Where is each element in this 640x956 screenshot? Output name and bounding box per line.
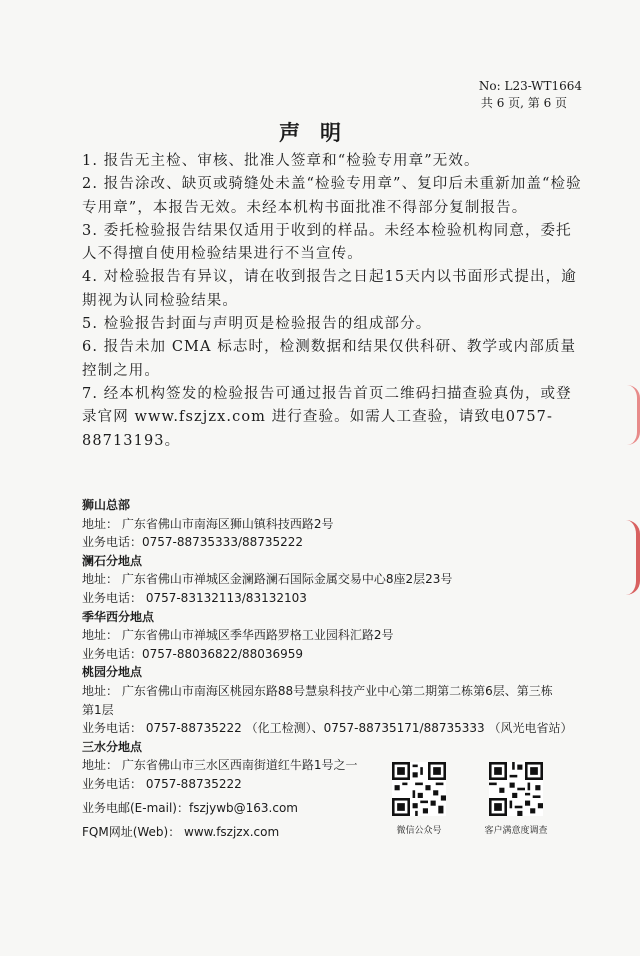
branch-name: 季华西分地点 xyxy=(82,609,155,624)
website-link[interactable]: FQM网址(Web)： www.fszjzx.com xyxy=(82,825,280,839)
clause-item: 7. 经本机构签发的检验报告可通过报告首页二维码扫描查验真伪，或登录官网 www.fszjzx.com 进行查验。如需人工查验，请致电0757-88713193。 xyxy=(82,385,572,449)
footer-contact xyxy=(82,796,298,844)
branch-phone: 业务电话：0757-88036822/88036959 xyxy=(82,646,304,661)
clause-item: 3. 委托检验报告结果仅适用于收到的样品。未经本检验机构同意，委托人不得擅自使用检验结果进行不当宣传。 xyxy=(82,222,572,263)
branch-name: 三水分地点 xyxy=(82,739,143,754)
branch-name: 桃园分地点 xyxy=(82,665,143,680)
wechat-qr-block xyxy=(383,762,455,836)
survey-qr-code-icon[interactable] xyxy=(489,762,543,816)
document-number-block xyxy=(479,78,582,112)
branch-address: 地址： 广东省佛山市南海区狮山镇科技西路2号 xyxy=(82,516,334,531)
qr-caption: 微信公众号 xyxy=(396,826,442,836)
page-info: 共 6 页, 第 6 页 xyxy=(480,96,568,110)
seal-stamp-edge xyxy=(626,520,640,595)
seal-stamp-edge xyxy=(627,385,640,445)
branch-name: 澜石分地点 xyxy=(82,553,143,568)
clause-item: 1. 报告无主检、审核、批准人签章和“检验专用章”无效。 xyxy=(82,153,480,169)
branch-phone: 业务电话： 0757-83132113/83132103 xyxy=(82,590,307,605)
branch-contact-list xyxy=(82,496,573,794)
branch-address: 地址： 广东省佛山市禅城区季华西路罗格工业园科汇路2号 xyxy=(82,628,394,643)
page-title: 声明 xyxy=(279,120,361,145)
branch-address: 地址： 广东省佛山市三水区西南街道红牛路1号之一 xyxy=(82,758,358,773)
branch-phone: 业务电话： 0757-88735222 （化工检测）、0757-88735171/88735333 （风光电省站） xyxy=(82,721,573,736)
document-number: No: L23-WT1664 xyxy=(478,79,582,93)
branch-address: 地址： 广东省佛山市南海区桃园东路88号慧泉科技产业中心第二期第二栋第6层、第三栋第1层 xyxy=(82,683,553,717)
survey-qr-block xyxy=(480,762,552,836)
branch-phone: 业务电话： 0757-88735222 xyxy=(82,776,242,791)
declaration-clauses xyxy=(82,150,582,453)
clause-item: 6. 报告未加 CMA 标志时，检测数据和结果仅供科研、教学或内部质量控制之用。 xyxy=(82,339,577,379)
business-email: 业务电邮(E-mail)：fszjywb@163.com xyxy=(82,801,298,815)
clause-item: 5. 检验报告封面与声明页是检验报告的组成部分。 xyxy=(82,316,432,333)
clause-item: 2. 报告涂改、缺页或骑缝处未盖“检验专用章”、复印后未重新加盖“检验专用章”，本报告无效。未经本机构书面批准不得部分复制报告。 xyxy=(82,176,582,216)
wechat-qr-code-icon[interactable] xyxy=(392,762,446,816)
branch-address: 地址： 广东省佛山市禅城区金澜路澜石国际金属交易中心8座2层23号 xyxy=(82,572,453,587)
branch-phone: 业务电话：0757-88735333/88735222 xyxy=(82,535,304,550)
qr-caption: 客户满意度调查 xyxy=(484,826,548,836)
clause-item: 4. 对检验报告有异议，请在收到报告之日起15天内以书面形式提出，逾期视为认同检验结果。 xyxy=(82,269,577,309)
branch-name: 狮山总部 xyxy=(82,498,131,512)
